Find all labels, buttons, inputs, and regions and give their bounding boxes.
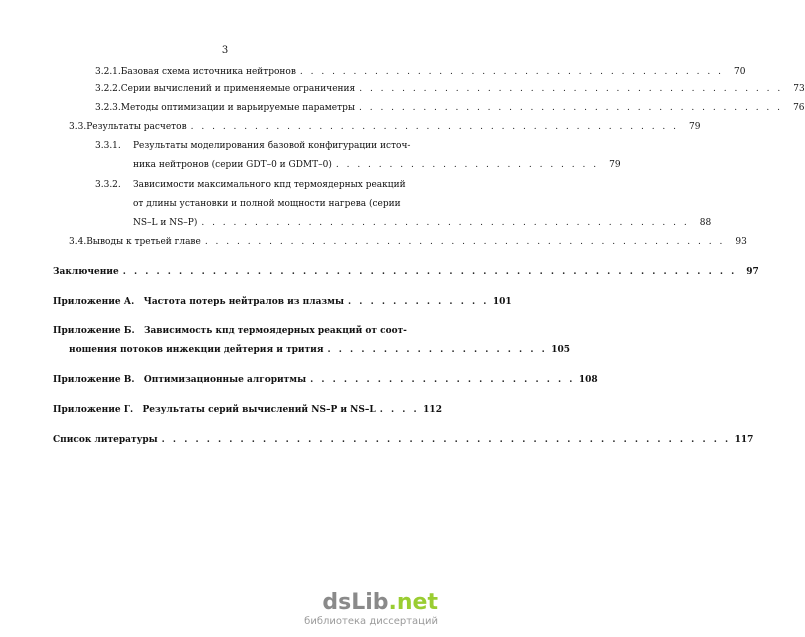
toc-entry-title-continued: ношения потоков инжекции дейтерия и трития (69, 345, 324, 355)
toc-entry-page: 76 (793, 103, 805, 113)
toc-entry-3-2-2[interactable] (95, 84, 805, 95)
toc-entry-title: Базовая схема источника нейтронов (120, 67, 296, 77)
toc-leader-dots: . . . . . . . . . . . . . . . . . . . . . . . . . (335, 160, 599, 170)
toc-entry-number: 3.4. (69, 237, 87, 247)
logo-suffix-text: .net (388, 590, 438, 615)
toc-entry-3-3-2-cont[interactable] (133, 218, 712, 229)
toc-entry-page: 101 (492, 297, 512, 307)
toc-leader-dots: . . . . . . . . . . . . . . . . . . . . . . . . . . . . . . . . . . . . . . . . . . . . . . . . . . . (161, 435, 731, 445)
toc-leader-dots: . . . . . . . . . . . . . . . . . . . . . . . . . . . . . . . . . . . . . . . . . . . . . . (201, 218, 690, 228)
toc-leader-dots: . . . . . . . . . . . . . . . . . . . . . . . . . . . . . . . . . . . . . . . . . . . . . . . . . (204, 237, 725, 247)
toc-entry-page: 97 (746, 267, 759, 277)
toc-leader-dots: . . . . . . . . . . . . . . . . . . . . . . . . . . . . . . . . . . . . . . . . . . . . . . (190, 122, 679, 132)
logo-main-text: dsLib (322, 590, 389, 615)
toc-entry-title: Заключение (53, 267, 119, 277)
toc-entry-3-2-3[interactable] (95, 103, 805, 114)
toc-entry-page: 79 (609, 160, 621, 170)
toc-entry-page: 70 (733, 67, 746, 77)
toc-entry-title: Приложение А. Частота потерь нейтралов из плазмы (53, 297, 345, 307)
toc-leader-dots: . . . . . . . . . . . . . . . . . . . . . . . . . . . . . . . . . . . . . . . . (299, 67, 724, 77)
toc-entry-conclusion[interactable] (53, 267, 759, 278)
toc-entry-title: Методы оптимизации и варьируемые параметры (120, 103, 355, 113)
toc-entry-title: Приложение В. Оптимизационные алгоритмы (53, 375, 307, 385)
dslib-logo (304, 592, 438, 614)
toc-entry-number: 3.3.1. (95, 141, 121, 151)
toc-entry-appendix-a[interactable] (53, 297, 512, 308)
toc-entry-title: Зависимости максимального кпд термоядерных реакций (133, 180, 406, 190)
toc-leader-dots: . . . . (379, 405, 420, 415)
toc-entry-3-3-1-cont[interactable] (133, 160, 621, 171)
toc-entry-title-continued: NS–L и NS–P) (133, 218, 198, 228)
toc-entry-3-3[interactable] (69, 122, 701, 133)
toc-entry-title: Результаты моделирования базовой конфигурации источ- (133, 141, 411, 151)
toc-entry-number: 3.2.1. (95, 67, 121, 77)
toc-entry-title: Приложение Г. Результаты серий вычислений NS–P и NS–L (53, 405, 376, 415)
toc-entry-3-3-2[interactable] (95, 180, 430, 191)
toc-entry-number: 3.2.3. (95, 103, 121, 113)
toc-entry-3-2-1[interactable] (95, 67, 746, 78)
toc-entry-title-continued: от длины установки и полной мощности нагрева (серии (133, 199, 401, 209)
toc-leader-dots: . . . . . . . . . . . . . . . . . . . . . . . . . . . . . . . . . . . . . . . . (359, 103, 783, 113)
toc-entry-page: 112 (423, 405, 442, 415)
page-number: 3 (221, 45, 229, 56)
toc-entry-page: 117 (734, 435, 754, 445)
toc-entry-title: Список литературы (53, 435, 158, 445)
toc-entry-references[interactable] (53, 435, 754, 446)
toc-entry-page: 105 (551, 345, 571, 355)
toc-entry-page: 73 (793, 84, 805, 94)
toc-entry-title: Выводы к третьей главе (86, 237, 201, 247)
toc-entry-page: 88 (699, 218, 712, 228)
toc-entry-number: 3.2.2. (95, 84, 121, 94)
toc-entry-number: 3.3. (69, 122, 87, 132)
toc-entry-title: Серии вычислений и применяемые ограничения (120, 84, 356, 94)
toc-entry-appendix-b[interactable] (53, 326, 430, 337)
toc-leader-dots: . . . . . . . . . . . . . . . . . . . . (327, 345, 548, 355)
toc-leader-dots: . . . . . . . . . . . . . . . . . . . . . . . . . . . . . . . . . . . . . . . . . . . . . . . . . . . . . . . (122, 267, 737, 277)
toc-entry-page: 79 (689, 122, 701, 132)
toc-entry-title-continued: ника нейтронов (серии GDT–0 и GDMT–0) (133, 160, 332, 170)
toc-entry-number: 3.3.2. (95, 180, 121, 190)
toc-entry-title: Результаты расчетов (86, 122, 187, 132)
toc-leader-dots: . . . . . . . . . . . . . . . . . . . . . . . . (310, 375, 575, 385)
toc-leader-dots: . . . . . . . . . . . . . (348, 297, 489, 307)
dslib-watermark[interactable] (304, 592, 438, 627)
watermark-subtitle: библиотека диссертаций (304, 616, 438, 627)
toc-leader-dots: . . . . . . . . . . . . . . . . . . . . . . . . . . . . . . . . . . . . . . . . (359, 84, 783, 94)
toc-entry-3-4[interactable] (69, 237, 747, 248)
toc-entry-appendix-v[interactable] (53, 375, 598, 386)
toc-entry-appendix-g[interactable] (53, 405, 442, 416)
toc-entry-appendix-b-cont[interactable] (69, 345, 571, 356)
toc-entry-page: 93 (735, 237, 747, 247)
toc-entry-title: Приложение Б. Зависимость кпд термоядерных реакций от соот- (53, 326, 407, 336)
toc-entry-page: 108 (578, 375, 598, 385)
toc-entry-3-3-1[interactable] (95, 141, 430, 152)
